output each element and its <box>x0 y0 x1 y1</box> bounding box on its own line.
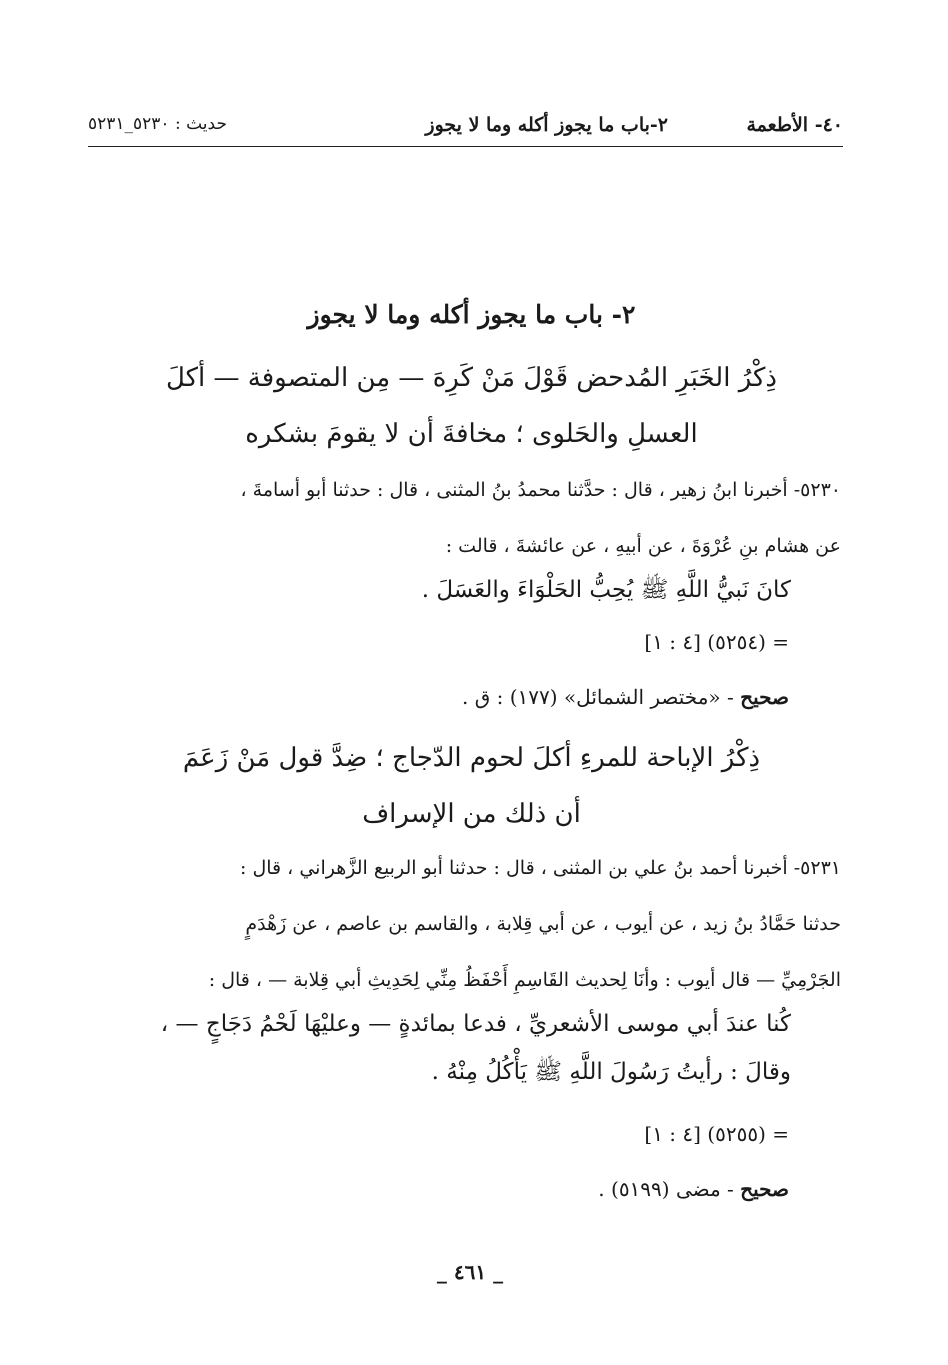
grade-label: صحيح <box>740 1177 789 1201</box>
section-heading-2-line1: ذِكْرُ الإباحة للمرءِ أكلَ لحوم الدّجاج ؛ ضِدَّ قول مَنْ زَعَمَ <box>182 743 761 773</box>
hadith-5231-isnad <box>100 840 841 1008</box>
isnad-line: حدثنا حَمَّادُ بنُ زيد ، عن أيوب ، عن أبي قِلابة ، والقاسم بن عاصم ، عن زَهْدَمٍ <box>245 913 841 935</box>
section-heading-1 <box>100 350 843 462</box>
section-heading-1-line1: ذِكْرُ الخَبَرِ المُدحض قَوْلَ مَنْ كَرِهَ — مِن المتصوفة — أكلَ <box>165 363 777 393</box>
isnad-line: عن هشام بنِ عُرْوَةَ ، عن أبيهِ ، عن عائشةَ ، قالت : <box>445 535 841 557</box>
hadith-5230-matn: كانَ نَبيُّ اللَّهِ ﷺ يُحِبُّ الحَلْوَاءَ والعَسَلَ . <box>421 577 791 603</box>
hadith-5231-matn <box>100 1000 841 1096</box>
isnad-line: ٥٢٣١- أخبرنا أحمد بنُ علي بن المثنى ، قال : حدثنا أبو الربيع الزَّهراني ، قال : <box>240 857 841 879</box>
section-heading-2-line2: أن ذلك من الإسراف <box>362 799 581 829</box>
header-book-title: ٤٠- الأطعمة <box>746 114 843 136</box>
hadith-5230-isnad <box>100 462 841 574</box>
header-hadith-range: حديث : ٥٢٣٠_٥٢٣١ <box>88 114 227 134</box>
grade-text: - «مختصر الشمائل» (١٧٧) : ق . <box>462 685 734 709</box>
matn-line: وقالَ : رأيتُ رَسُولَ اللَّهِ ﷺ يَأْكُلُ مِنْهُ . <box>431 1059 791 1085</box>
isnad-line: الجَرْمِيِّ — قال أيوب : وأنَا لِحديث القَاسِمِ أَحْفَظُ مِنِّي لِحَدِيثِ أبي قِلابة — ، قال : <box>208 969 841 991</box>
header-chapter-title: ٢-باب ما يجوز أكله وما لا يجوز <box>425 114 668 136</box>
page-number: _ ٤٦١ _ <box>436 1260 504 1284</box>
hadith-5230-reference: = (٥٢٥٤) [٤ : ١] <box>644 630 789 654</box>
chapter-title: ٢- باب ما يجوز أكله وما لا يجوز <box>307 300 636 329</box>
matn-line: كُنا عندَ أبي موسى الأشعريِّ ، فدعا بمائدةٍ — وعليْهَا لَحْمُ دَجَاجٍ — ، <box>160 1011 791 1037</box>
page-header <box>88 100 843 147</box>
grade-text: - مضى (٥١٩٩) . <box>598 1177 734 1201</box>
grade-label: صحيح <box>740 685 789 709</box>
hadith-5231-reference: = (٥٢٥٥) [٤ : ١] <box>644 1122 789 1146</box>
hadith-5231-grade <box>100 1177 841 1201</box>
section-heading-2 <box>100 730 843 842</box>
isnad-line: ٥٢٣٠- أخبرنا ابنُ زهير ، قال : حدَّثنا محمدُ بنُ المثنى ، قال : حدثنا أبو أسامةَ ، <box>240 479 841 501</box>
hadith-5230-grade <box>100 685 841 709</box>
section-heading-1-line2: العسلِ والحَلوى ؛ مخافةَ أن لا يقومَ بشكره <box>245 419 698 449</box>
